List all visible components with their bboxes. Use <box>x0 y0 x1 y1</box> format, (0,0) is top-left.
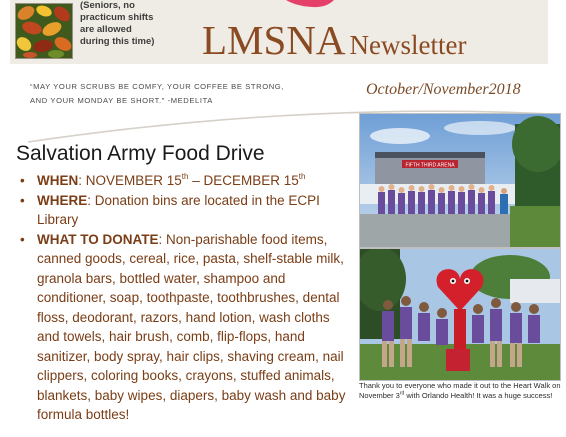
ordinal-suffix: th <box>181 171 189 181</box>
when-label: WHEN <box>37 173 79 188</box>
issue-date: October/November2018 <box>366 81 521 98</box>
header-note-line: practicum shifts <box>80 12 154 23</box>
masthead-newsletter: Newsletter <box>349 30 467 60</box>
list-item: • WHAT TO DONATE: Non-parishable food items, canned goods, cereal, rice, pasta, shelf-stable milk, granola bars, bottled water, shampoo and conditioner, soap, toothpaste, toothbrushes, dental floss, deodorant, razors, hand lotion, wash cloths and towels, hair brush, comb, flip-flops, hand sanitizer, body spray, hair clips, shaving cream, nail clippers, coloring books, crayons, stuffed animals, blankets, baby wipes, diapers, baby wash and baby formula bottles! <box>18 230 354 425</box>
header-note-line: are allowed <box>80 24 132 35</box>
heart-mascot-photo <box>359 248 561 381</box>
donate-text: Non-parishable food items, canned goods, cereal, rice, pasta, shelf-stable milk, granola bars, bottled water, shampoo and conditioner, soap, toothpaste, toothbrushes, dental floss, deodorant, razors, hand lotion, wash cloths and towels, hair brush, comb, flip-flops, hand sanitizer, body spray, hair clips, shaving cream, nail clippers, coloring books, crayons, stuffed animals, blankets, baby wipes, diapers, baby wash and baby formula bottles! <box>37 231 346 422</box>
autumn-leaves-icon <box>15 3 73 59</box>
heart-walk-group-photo <box>359 113 561 248</box>
article-title: Salvation Army Food Drive <box>16 142 265 165</box>
quote-line: AND YOUR MONDAY BE SHORT.” -MEDELITA <box>30 96 213 105</box>
where-label: WHERE <box>37 192 88 208</box>
list-item: • WHERE: Donation bins are located in the ECPI Library <box>18 191 354 230</box>
article-bullet-list <box>18 171 354 425</box>
caption-part: Thank you to everyone who made it out to the Heart Walk on November 3 <box>359 381 561 400</box>
header-note <box>80 0 180 48</box>
header-note-line: (Seniors, no <box>80 0 135 11</box>
photo-caption <box>359 381 564 400</box>
masthead-lmsna: LMSNA <box>202 17 346 63</box>
quote-line: “MAY YOUR SCRUBS BE COMFY, YOUR COFFEE BE STRONG, <box>30 82 285 91</box>
list-item: • WHEN: NOVEMBER 15th – DECEMBER 15th <box>18 171 354 191</box>
masthead-title <box>202 16 466 64</box>
where-text: Donation bins are located in the ECPI Library <box>37 192 320 227</box>
header-note-line: during this time) <box>80 36 155 47</box>
when-end: – DECEMBER 15 <box>188 173 299 188</box>
donate-label: WHAT TO DONATE <box>37 231 159 247</box>
ordinal-suffix: rd <box>399 390 405 397</box>
caption-part: with Orlando Health! It was a huge success! <box>404 390 553 400</box>
ordinal-suffix: th <box>298 171 306 181</box>
masthead-swoosh-decoration <box>286 0 334 8</box>
when-start: NOVEMBER 15 <box>85 173 182 188</box>
arena-sign: FIFTH THIRD ARENA <box>405 162 455 169</box>
